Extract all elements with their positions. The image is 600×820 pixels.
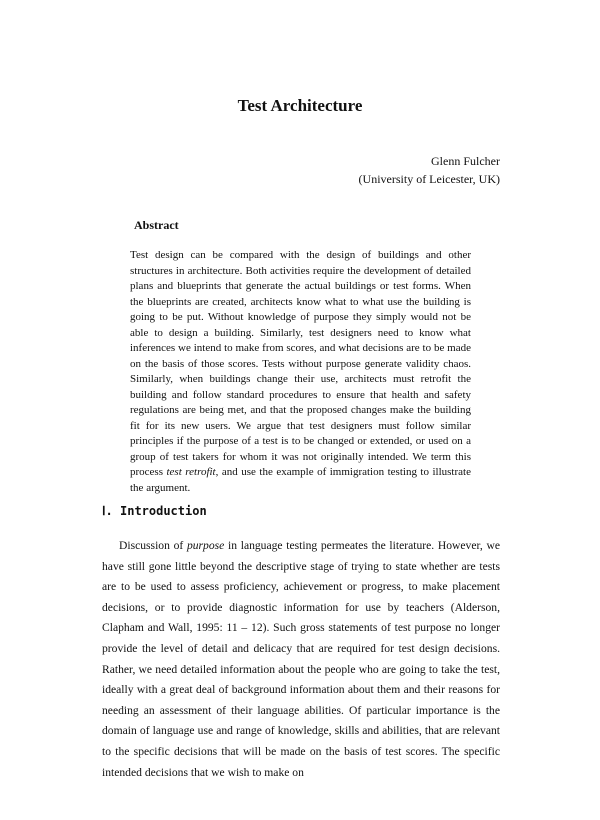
intro-italic-term: purpose xyxy=(186,539,225,552)
introduction-body xyxy=(102,536,500,783)
section-heading-introduction: Ⅰ. Introduction xyxy=(102,504,207,518)
paper-title: Test Architecture xyxy=(237,96,363,115)
abstract-text-end: , and use the example of immigration testing to illustrate the argument. xyxy=(130,466,471,494)
abstract-body xyxy=(130,248,471,496)
abstract-text: Test design can be compared with the design of buildings and other structures in architecture. Both activities require the development of detailed plans and blueprints that generate the actual buildings or test forms. When the blueprints are created, architects know what to what use the building is going to be put. Without knowledge of purpose they simply would not be able to design a building. Similarly, test designers need to know what inferences we intend to make from scores, and what decisions are to be made on the basis of those scores. Tests without purpose generate validity chaos. Similarly, when buildings change their use, architects must retrofit the building and follow standard procedures to ensure that health and safety regulations are being met, and that the proposed changes make the building fit for its new users. We argue that test designers must follow similar principles if the purpose of a test is to be changed or extended, or used on a group of test takers for whom it was not originally intended. We term this process xyxy=(130,249,471,478)
intro-lead: Discussion of xyxy=(119,539,187,552)
intro-text: in language testing permeates the literature. However, we have still gone little beyond the descriptive stage of trying to state whether are tests are to be used to assess proficiency, achievement or progress, to make placement decisions, or to provide diagnostic information for use by teachers (Alderson, Clapham and Wall, 1995: 11 – 12). Such gross statements of test purpose no longer provide the level of detail and delicacy that are required for test design decisions. Rather, we need detailed information about the people who are going to take the test, ideally with a great deal of background information about them and their reasons for needing an assessment of their language abilities. Of particular importance is the domain of language use and range of knowledge, skills and abilities, that are relevant to the specific decisions that will be made on the basis of test scores. The specific intended decisions that we wish to make on xyxy=(102,539,501,779)
abstract-heading: Abstract xyxy=(134,218,179,232)
author-name: Glenn Fulcher xyxy=(431,154,500,168)
author-affiliation: (University of Leicester, UK) xyxy=(358,172,500,186)
abstract-italic-term: test retrofit xyxy=(166,466,216,478)
author-block xyxy=(359,152,500,188)
